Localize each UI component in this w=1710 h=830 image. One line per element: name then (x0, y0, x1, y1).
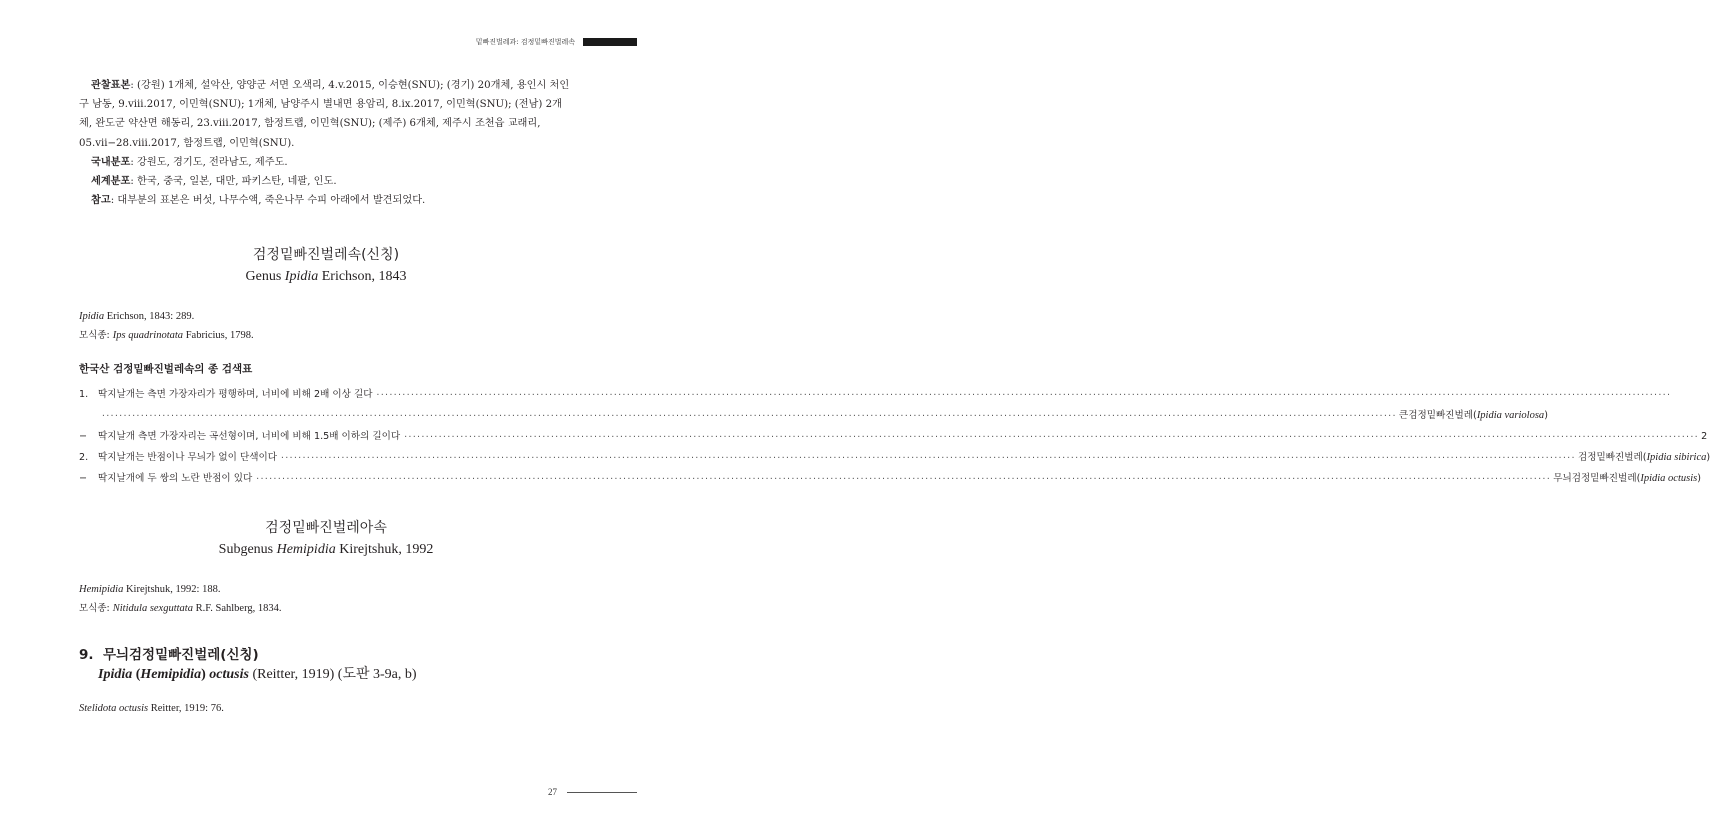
key-result-close: ) (1544, 410, 1548, 422)
genus-title-en-italic: Ipidia (284, 269, 319, 285)
synonym-rest: Reitter, 1919: 76. (148, 703, 224, 715)
key-row-leader: ············································································································································································································································································································ (403, 432, 1699, 442)
world-text: : 한국, 중국, 일본, 대만, 파키스탄, 네팔, 인도. (130, 176, 337, 188)
key-row-leader: ············································································································································································································································································································ (255, 474, 1551, 484)
page-content (79, 76, 1710, 719)
key-result-text: 검정밑빠진벌레( (1577, 452, 1647, 464)
key-result-species: Ipidia variolosa (1476, 410, 1545, 422)
genus-cite-italic: Ipidia (79, 311, 105, 323)
subgenus-cite-italic: Hemipidia (79, 584, 124, 596)
world-distribution (79, 172, 573, 191)
species-paren-open: ( (132, 667, 141, 683)
key-row-number: 1. (79, 389, 89, 401)
genus-citation (79, 308, 573, 327)
running-header (476, 36, 637, 48)
observed-text: : (강원) 1개체, 설악산, 양양군 서면 오색리, 4.v.2015, 이승현(SNU); (경기) 20개체, 용인시 처인구 남동, 9.viii.2017, 이민혁(SNU); 1개체, 남양주시 별내면 용암리, 8.ix.2017, 이민혁(SNU); (전남) 2개체, 완도군 약산면 해동리, 23.viii.2017, 함정트랩, 이민혁(SNU); (제주) 6개체, 제주시 조천읍 교래리, 05.vii−28.viii.2017, 함정트랩, 이민혁(SNU). (79, 80, 570, 149)
key-row (79, 447, 1710, 468)
key-row-text: 딱지날개 측면 가장자리는 곡선형이며, 너비에 비해 1.5배 이하의 길이다 (98, 431, 401, 443)
species-genus: Ipidia (98, 667, 133, 683)
species-subgenus: Hemipidia (140, 667, 202, 683)
subgenus-title-en (79, 541, 573, 559)
synonym-italic: Stelidota octusis (79, 703, 149, 715)
subgenus-title-en-post: Kirejtshuk, 1992 (335, 542, 434, 558)
species-title-ko-text: 무늬검정밑빠진벌레(신칭) (102, 647, 259, 664)
subgenus-type-label: 모식종: (79, 602, 113, 614)
domestic-label: 국내분포 (91, 156, 131, 168)
key-row-result (1578, 447, 1710, 468)
key-row-number: 2. (79, 452, 89, 464)
key-row-number: − (79, 473, 88, 485)
key-row-text: 딱지날개에 두 쌍의 노란 반점이 있다 (98, 473, 253, 485)
key-result-text: 2 (1701, 431, 1708, 443)
key-result-text: 무늬검정밑빠진벌레( (1553, 473, 1641, 485)
species-author: (Reitter, 1919) (도판 3-9a, b) (248, 667, 417, 683)
domestic-text: : 강원도, 경기도, 전라남도, 제주도. (130, 156, 288, 168)
species-title-en (98, 665, 573, 684)
key-result-close: ) (1697, 473, 1701, 485)
subgenus-citation (79, 581, 573, 600)
genus-title-en-post: Erichson, 1843 (318, 269, 407, 285)
key-result-species: Ipidia octusis (1640, 473, 1698, 485)
subgenus-type-species (79, 600, 573, 619)
genus-heading (79, 246, 573, 286)
key-row-result (1399, 405, 1548, 426)
genus-type-species (79, 327, 573, 346)
identification-key (79, 384, 1710, 489)
species-number: 9. (79, 647, 94, 664)
key-result-close: ) (1706, 452, 1710, 464)
genus-cite-rest: Erichson, 1843: 289. (104, 311, 195, 323)
running-title: 밑빠진벌레과: 검정밑빠진벌레속 (475, 38, 575, 46)
genus-type-rest: Fabricius, 1798. (183, 329, 254, 341)
observed-label: 관찰표본 (91, 80, 131, 91)
key-row-leader: ············································································································································································································································································································ (101, 411, 1396, 421)
key-row-leader: ············································································································································································································································································································ (280, 453, 1575, 463)
subgenus-title-en-italic: Hemipidia (276, 542, 336, 558)
species-title-ko (79, 646, 573, 665)
observed-specimens (79, 76, 573, 153)
genus-title-en-pre: Genus (245, 269, 285, 285)
key-result-text: 큰검정밑빠진벌레( (1398, 410, 1477, 422)
subgenus-type-italic: Nitidula sexguttata (112, 602, 193, 614)
species-paren-close: ) (201, 667, 210, 683)
footer-rule (567, 792, 637, 793)
key-row (79, 468, 1701, 489)
subgenus-title-ko: 검정밑빠진벌레아속 (265, 520, 387, 537)
genus-title-ko: 검정밑빠진벌레속(신칭) (252, 247, 400, 264)
key-row-number: − (79, 431, 88, 443)
domestic-distribution (79, 153, 573, 172)
key-row (79, 426, 1708, 447)
subgenus-heading (79, 519, 573, 559)
page-footer (548, 787, 637, 797)
species-synonym (79, 700, 573, 719)
key-row-result (1701, 426, 1707, 447)
page-number: 27 (548, 787, 557, 797)
key-row (79, 405, 1548, 426)
header-bar (583, 38, 637, 46)
species-heading (79, 646, 573, 684)
genus-type-label: 모식종: (79, 329, 113, 341)
subgenus-title-en-pre: Subgenus (218, 542, 277, 558)
note (79, 191, 573, 210)
key-row-result (1553, 468, 1701, 489)
key-row-text: 딱지날개는 반점이나 무늬가 없이 단색이다 (98, 452, 278, 464)
key-row-leader: ············································································································································································································································································································ (375, 390, 1671, 400)
key-title: 한국산 검정밑빠진벌레속의 종 검색표 (79, 363, 253, 376)
note-label: 참고 (91, 195, 111, 207)
key-row-text: 딱지날개는 측면 가장자리가 평행하며, 너비에 비해 2배 이상 길다 (98, 389, 373, 401)
world-label: 세계분포 (91, 176, 131, 188)
subgenus-type-rest: R.F. Sahlberg, 1834. (192, 602, 282, 614)
genus-title-en (79, 268, 573, 286)
key-result-species: Ipidia sibirica (1646, 452, 1707, 464)
genus-type-italic: Ips quadrinotata (112, 329, 184, 341)
subgenus-cite-rest: Kirejtshuk, 1992: 188. (123, 584, 221, 596)
note-text: : 대부분의 표본은 버섯, 나무수액, 죽은나무 수피 아래에서 발견되었다. (110, 195, 426, 207)
species-epithet: octusis (209, 667, 249, 683)
key-row (79, 384, 1671, 405)
